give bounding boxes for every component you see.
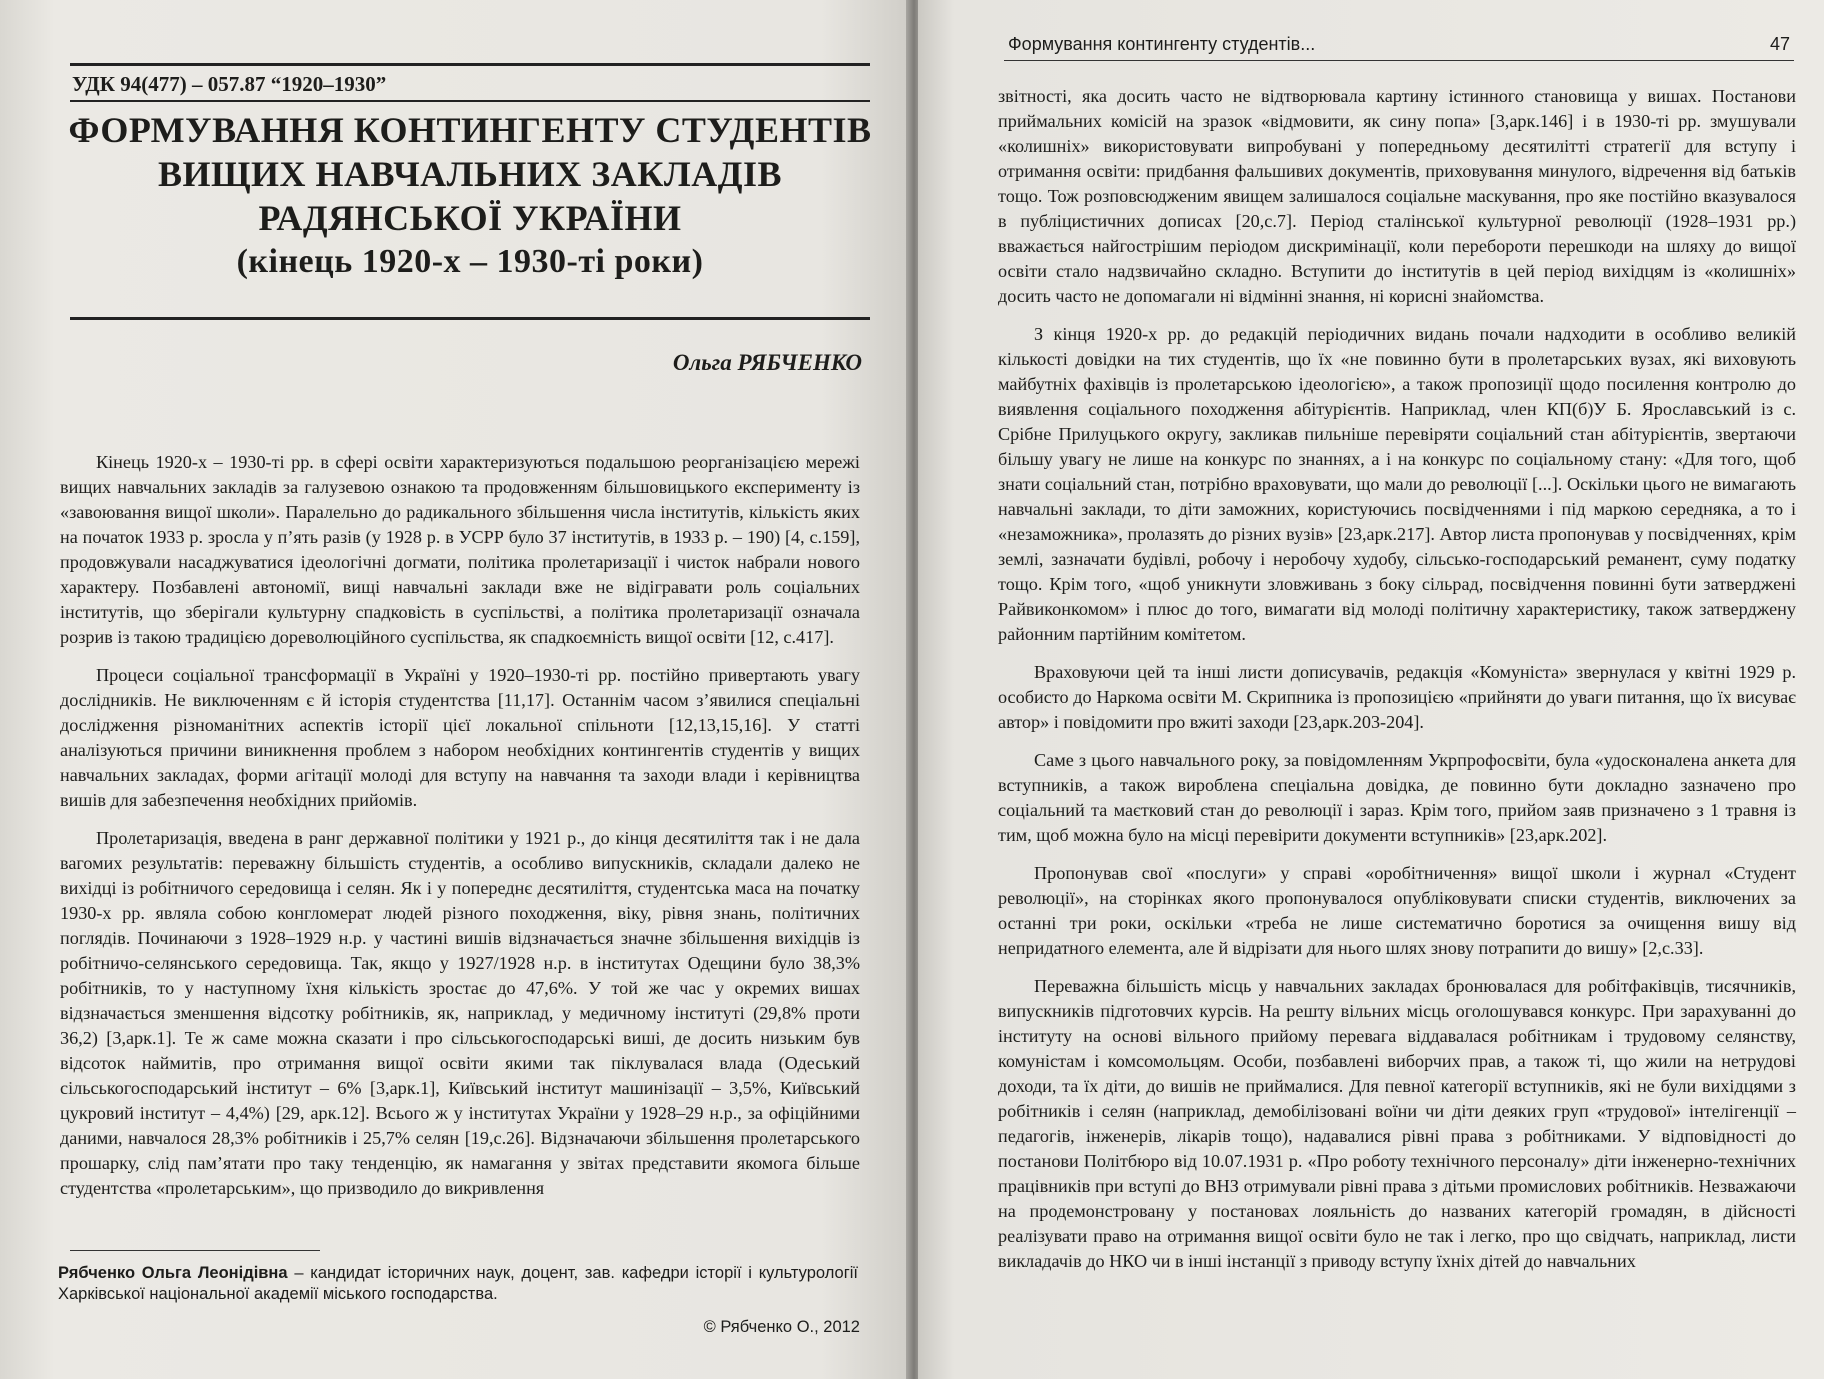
paragraph: Кінець 1920-х – 1930-ті рр. в сфері освіти характеризуються подальшою реорганізацією мережі вищих навчальних закладів за галузевою ознакою та продовженням більшовицького експерименту із «завоювання вищої школи». Паралельно до радикального збільшення числа інститутів, кількість яких на початок 1933 р. зросла у п’ять разів (у 1928 р. в УСРР було 37 інститутів, в 1933 р. – 190) [4, с.159], продовжували насаджуватися ідеологічні догмати, політика пролетаризації і чисток набрали нового характеру. Позбавлені автономії, вищі навчальні заклади вже не відігравати роль соціальних інститутів, що зберігали культурну спадковість в суспільстві, а політика пролетаризації означала розрив із такою традицією дореволюційного суспільства, як спадкоємність вищої освіти [12, с.417]. — [60, 452, 860, 647]
paragraph: звітності, яка досить часто не відтворювала картину істинного становища у вишах. Постанови приймальних комісій на зразок «відмовити, як сину попа» [3,арк.146] і в 1930-ті рр. змушували «колишніх» використовувати випробувані у попередньому десятилітті стратегії для вступу і отримання освіти: придбання фальшивих документів, приховування минулого, відречення від батьків тощо. Тож розповсюдженим явищем залишалося соціальне маскування, про яке постійно вказувалося в публіцистичних дописах [20,с.7]. Період сталінської культурної революції (1928–1931 рр.) вважається найгострішим періодом дискримінації, коли перебороти перешкоди на шляху до вищої освіти стало надзвичайно складно. Вступити до інститутів в цей період вихідцям із «колишніх» досить часто не допомагали ні відмінні знання, ні корисні знайомства. — [998, 86, 1796, 306]
footnote-rule — [70, 1250, 320, 1251]
paragraph: Саме з цього навчального року, за повідомленням Укрпрофосвіти, була «удосконалена анкета для вступників, а також вироблена спеціальна довідка, де повинно бути докладно зазначено про соціальний та маєтковий стан до революції і зараз. Крім того, прийом заяв призначено з 1 травня із тим, щоб можна було на місці перевірити документи вступників» [23,арк.202]. — [998, 750, 1796, 845]
paragraph: З кінця 1920-х рр. до редакцій періодичних видань почали надходити в особливо великій кількості довідки на тих студентів, що їх «не повинно бути в пролетарських вузах, які виховують майбутніх фахівців із пролетарською ідеологією», а також пропозиції щодо посилення контролю до виявлення соціального походження абітурієнтів. Наприклад, член КП(б)У Б. Ярославський із с. Срібне Прилуцького округу, закликав пильніше перевіряти соціальний стан абітурієнтів, звертаючи більшу увагу не лише на конкурс по знаннях, а і на конкурс по соціальному стану: «Для того, щоб знати соціальний стан, потрібно враховувати, що мали до революції [...]. Оскільки цього не вимагають навчальні заклади, то діти заможних, користуючись посвідченнями і під маркою середняка, а то і «незаможника», пролазять до різних вузів» [23,арк.217]. Автор листа пропонував у посвідченнях, крім землі, зазначати будівлі, робочу і неробочу худобу, сільсько-господарський реманент, суму податку тощо. Крім того, «щоб уникнути зловживань з боку сільрад, посвідчення повинні бути затверджені Райвиконкомом» і плюс до того, вимагати від молоді політичну характеристику, також затверджену районним партійним комітетом. — [998, 324, 1796, 644]
paragraph: Враховуючи цей та інші листи дописувачів, редакція «Комуніста» звернулася у квітні 1929 р. особисто до Наркома освіти М. Скрипника із пропозицією «прийняти до уваги питання, що їх висуває автор» і повідомити про вжиті заходи [23,арк.203-204]. — [998, 662, 1796, 732]
title-subline: (кінець 1920-х – 1930-ті роки) — [236, 243, 704, 280]
author-footnote — [58, 1263, 858, 1305]
paragraph: Пропонував свої «послуги» у справі «оробітничення» вищої школи і журнал «Студент революції», на сторінках якого пропонувалося опубліковувати списки студентів, виключених за останні три роки, оскільки «треба не лише систематично боротися за очищення вишу від непридатного елемента, але й відрізати для нього шлях знову потрапити до вишу» [2,с.33]. — [998, 863, 1796, 958]
title-line: ВИЩИХ НАВЧАЛЬНИХ ЗАКЛАДІВ — [157, 154, 783, 194]
udk-code: УДК 94(477) – 057.87 “1920–1930” — [72, 72, 387, 96]
title-rule — [70, 317, 870, 320]
footnote-description: – кандидат історичних наук, доцент, зав. кафедри історії і культурології Харківської національної академії міського господарства. — [58, 1264, 858, 1303]
header-rule — [1004, 60, 1794, 61]
title-line: ФОРМУВАННЯ КОНТИНГЕНТУ СТУДЕНТІВ — [68, 110, 872, 150]
left-body-text — [60, 450, 860, 1214]
author-name: Ольга РЯБЧЕНКО — [672, 350, 862, 375]
article-title — [60, 108, 880, 284]
udk-top-rule — [70, 63, 870, 66]
footnote-author-name: Рябченко Ольга Леонідівна — [58, 1264, 288, 1282]
udk-bottom-rule — [70, 100, 870, 102]
right-page — [918, 0, 1824, 1379]
copyright-notice: © Рябченко О., 2012 — [703, 1318, 860, 1336]
paragraph: Переважна більшість місць у навчальних закладах бронювалася для робітфаківців, тисячників, випускників підготовчих курсів. На решту вільних місць оголошувався конкурс. При зарахуванні до інституту на основі вільного прийому перевага віддавалася робітникам і трудовому селянству, комуністам і комсомольцям. Особи, позбавлені виборчих прав, а також ті, що жили на нетрудові доходи, та їх діти, до вишів не приймалися. Для певної категорії вступників, які не були вихідцями з робітників і селян (наприклад, демобілізовані воїни чи діти деяких груп «трудової» інтелігенції – педагогів, інженерів, лікарів тощо), надавалися рівні права з робітниками. У відповідності до постанови Політбюро від 10.07.1931 р. «Про роботу технічного персоналу» діти інженерно-технічних працівників при вступі до ВНЗ отримували рівні права з дітьми промислових робітників. Незважаючи на продемонстровану у постановах лояльність до названих категорій громадян, в дійсності реалізувати право на отримання вищої освіти було не так і легко, про що свідчать, наприклад, листи викладачів до НКО чи в інші інстанції з приводу вступу їхніх дітей до навчальних — [998, 976, 1796, 1271]
title-line: РАДЯНСЬКОЇ УКРАЇНИ — [258, 198, 682, 238]
running-head: Формування контингенту студентів... — [1008, 34, 1316, 54]
paragraph: Пролетаризація, введена в ранг державної політики у 1921 р., до кінця десятиліття так і не дала вагомих результатів: переважну більшість студентів, а особливо випускників, складали далеко не вихідці із робітничого середовища і селян. Як і у попереднє десятиліття, студентська маса на початку 1930-х рр. являла собою конгломерат людей різного походження, віку, рівня знань, політичних поглядів. Починаючи з 1928–1929 н.р. у частині вишів відзначається значне збільшення вихідців із робітничо-селянського середовища. Так, якщо у 1927/1928 н.р. в інститутах Одещини було 38,3% робітників, то у наступному їхня кількість зростає до 47,6%. У той же час у окремих вишах відзначається зменшення відсотку робітників, як, наприклад, у медичному інституті (29,8% проти 36,2) [3,арк.1]. Те ж саме можна сказати і про сільськогосподарські виші, де досить низьким був відсоток наймитів, про отримання вищої освіти якими так піклувалася влада (Одеський сільськогосподарський інститут – 6% [3,арк.1], Київський інститут машинізації – 3,5%, Київський цукровий інститут – 4,4%) [29, арк.12]. Всього ж у інститутах України у 1928–29 н.р., за офіційними даними, навчалося 28,3% робітників і 25,7% селян [19,с.26]. Відзначаючи збільшення пролетарського прошарку, слід пам’ятати про таку тенденцію, як намагання у звітах представити якомога більше студентства «пролетарським», що призводило до викривлення — [60, 828, 860, 1198]
paragraph: Процеси соціальної трансформації в Україні у 1920–1930-ті рр. постійно привертають увагу дослідників. Не виключенням є й історія студентства [11,17]. Останнім часом з’явилися спеціальні дослідження різноманітних аспектів історії цієї локальної спільноти [12,13,15,16]. У статті аналізуються причини виникнення проблем з набором необхідних контингентів студентів у вищих навчальних закладах, форми агітації молоді для вступу на навчання та заходи влади і керівництва вишів для забезпечення необхідних прийомів. — [60, 665, 860, 810]
right-body-text — [998, 84, 1796, 1287]
page-number: 47 — [1769, 34, 1790, 54]
